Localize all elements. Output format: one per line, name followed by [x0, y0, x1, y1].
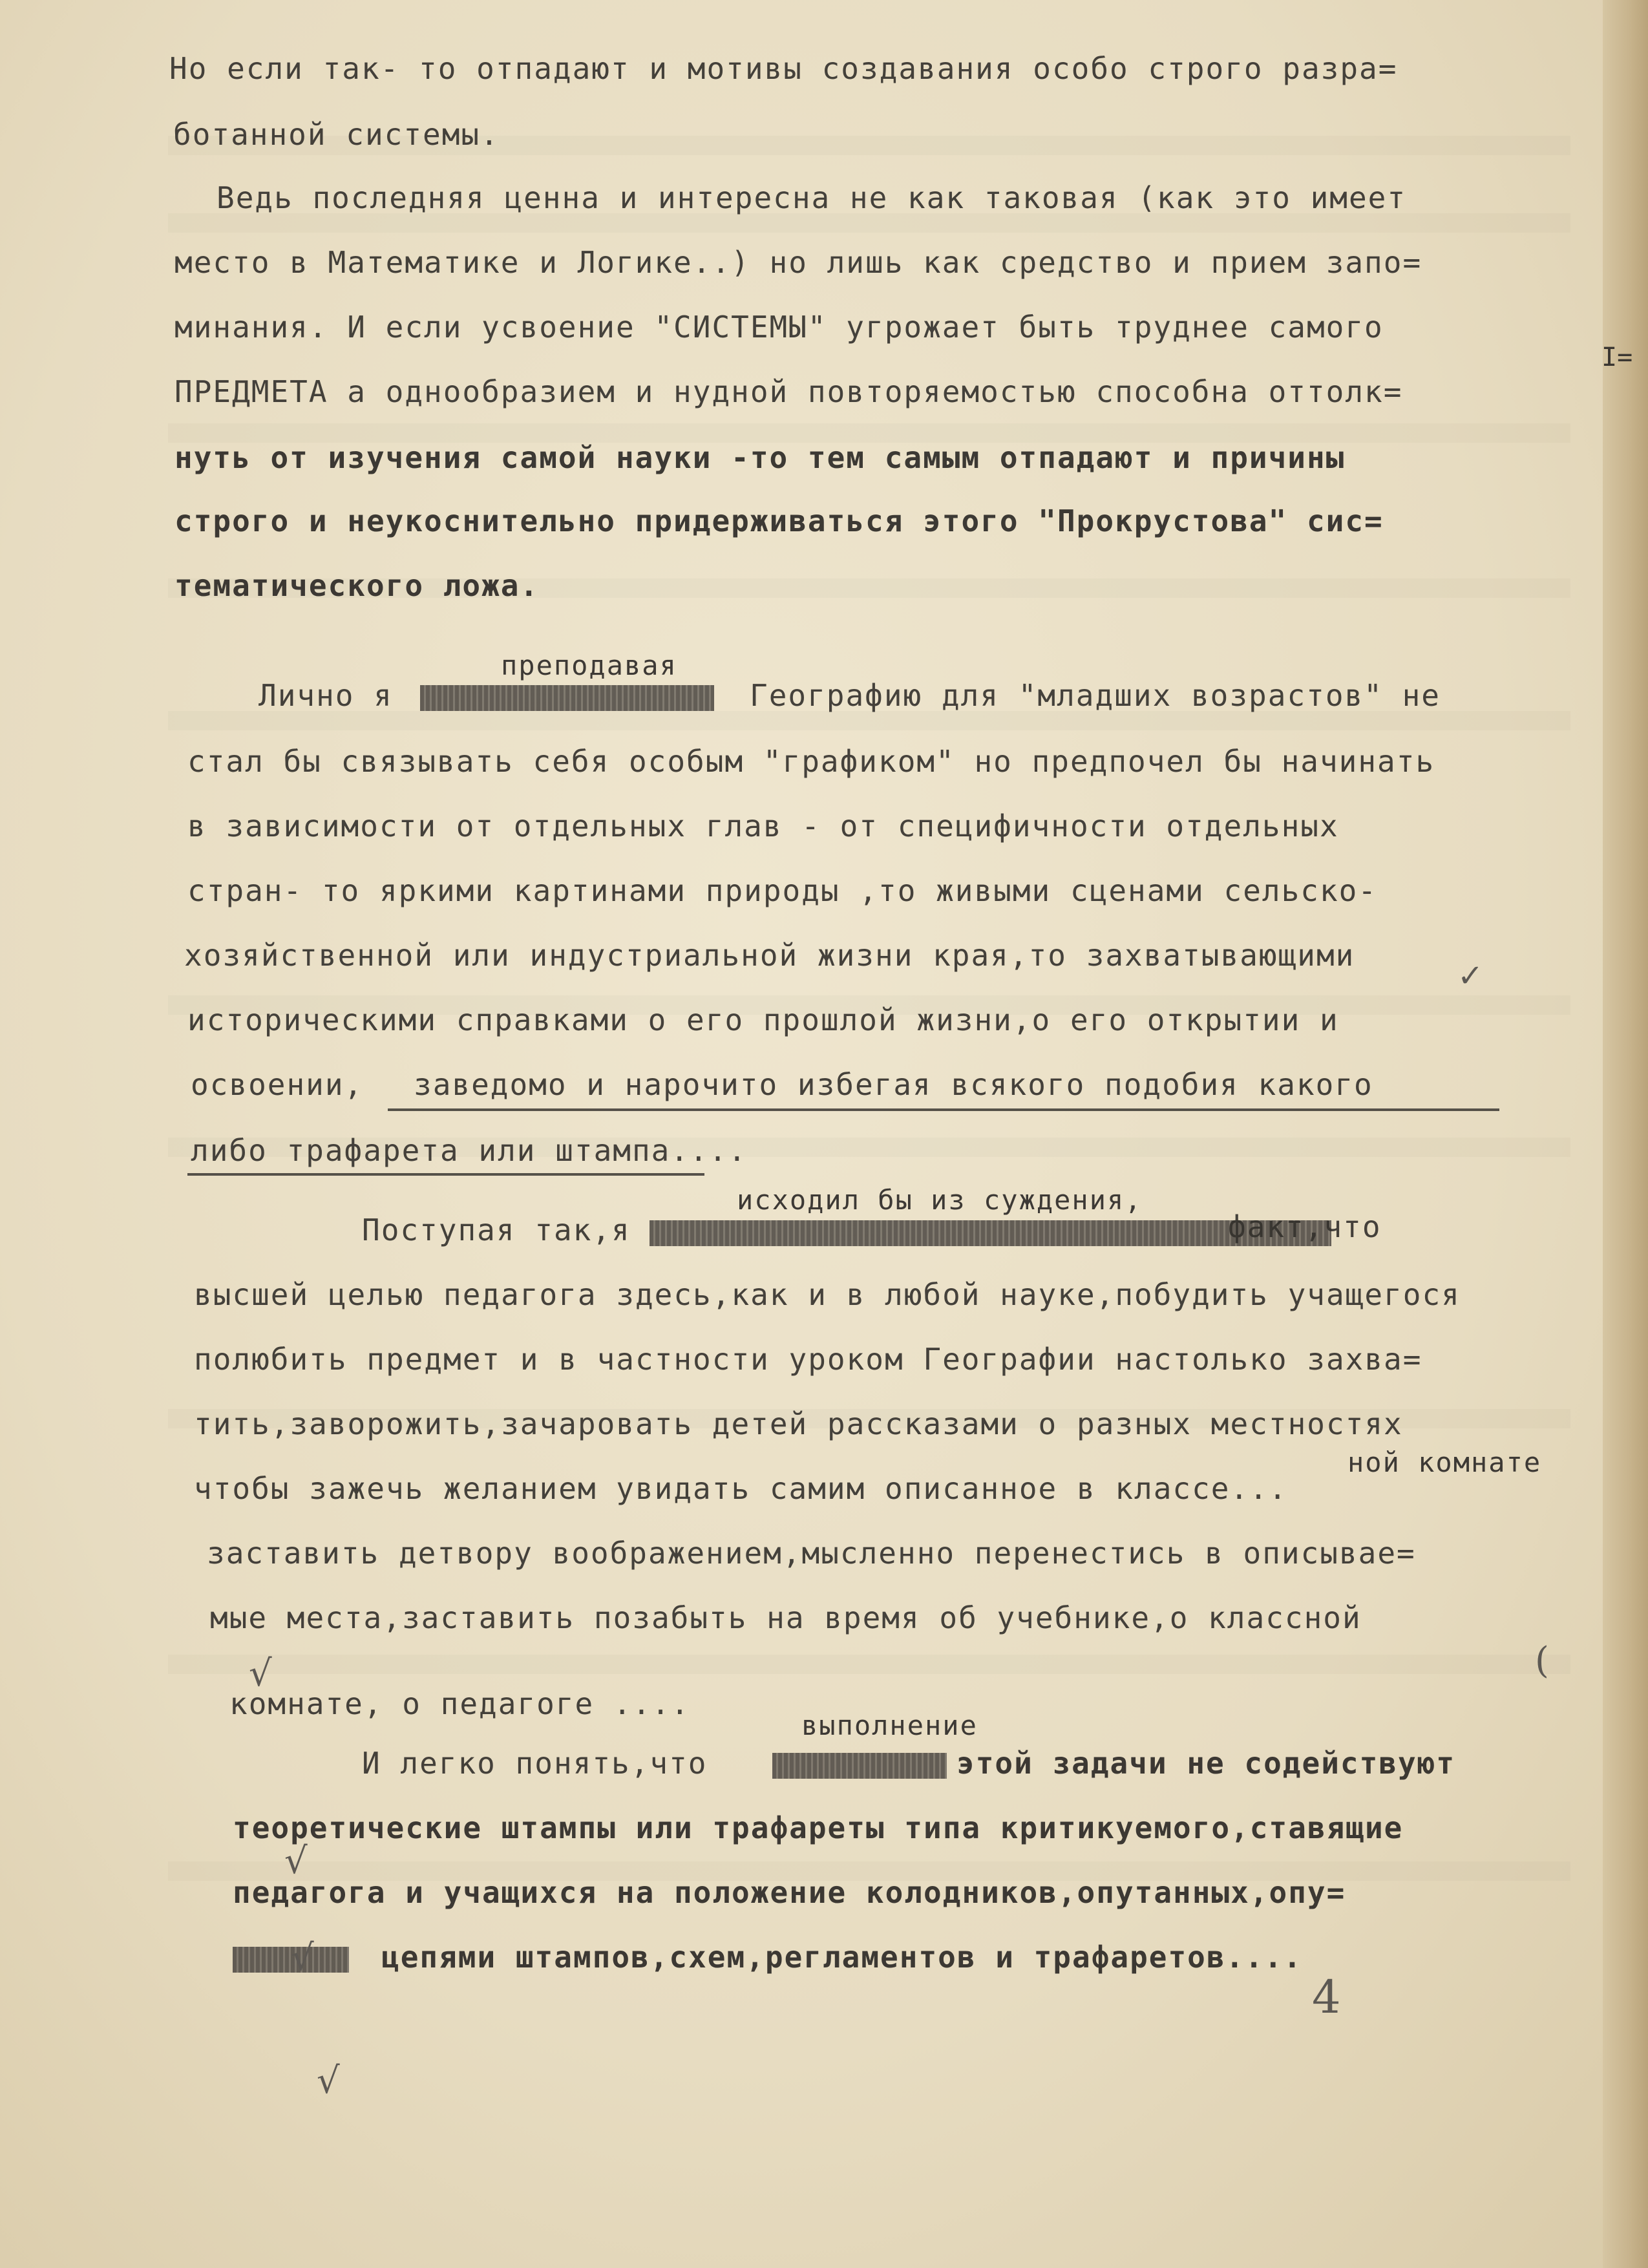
text-line: Лично я [259, 678, 393, 713]
text-line: И легко понять,что [362, 1746, 708, 1781]
text-line: ботанной системы. [173, 117, 500, 152]
text-line: историческими справками о его прошлой жизни,о его открытии и [187, 1002, 1339, 1037]
text-line: заставить детвору воображением,мысленно перенестись в описывае= [207, 1536, 1416, 1571]
struck-out-word [772, 1753, 947, 1779]
text-line: мые места,заставить позабыть на время об учебнике,о классной [210, 1600, 1362, 1635]
check-mark-icon: √ [284, 1840, 308, 1882]
bleed-through-line [168, 1655, 1570, 1674]
text-line: нуть от изучения самой науки -то тем самым отпадают и причины [174, 440, 1346, 475]
tick-mark-icon: ✓ [1457, 958, 1484, 994]
text-line: минания. И если усвоение "СИСТЕМЫ" угрожает быть труднее самого [174, 310, 1384, 344]
text-line: Поступая так,я [362, 1213, 631, 1247]
page-binding-edge [1603, 0, 1648, 2268]
text-line: строго и неукоснительно придерживаться этого "Прокрустова" сис= [174, 503, 1384, 538]
underlined-text: либо трафарета или штампа.... [191, 1133, 748, 1168]
text-line: полюбить предмет и в частности уроком Географии настолько захва= [194, 1342, 1422, 1377]
text-line: педагога и учащихся на положение колодников,опутанных,опу= [233, 1875, 1346, 1910]
handwritten-insert: исходил бы из суждения, [737, 1184, 1143, 1216]
text-line: тить,заворожить,зачаровать детей рассказами о разных местностях [194, 1406, 1403, 1441]
page-number: 4 [1312, 1971, 1341, 2024]
text-line: стал бы связывать себя особым "графиком" но предпочел бы начинать [187, 744, 1435, 779]
text-line: ПРЕДМЕТА а однообразием и нудной повторяемостью способна оттолк= [174, 374, 1403, 409]
text-line: теоретические штампы или трафареты типа критикуемого,ставящие [233, 1810, 1404, 1845]
text-line: чтобы зажечь желанием увидать самим описанное в классе... [194, 1471, 1288, 1506]
text-line: тематического ложа. [174, 568, 540, 603]
handwritten-insert: преподавая [501, 650, 677, 681]
bracket-mark-icon: ( [1535, 1640, 1549, 1682]
underline [187, 1173, 704, 1176]
text-line: стран- то яркими картинами природы ,то живыми сценами сельско- [187, 873, 1378, 908]
text-line: факт,что [1228, 1209, 1382, 1244]
text-line: высшей целью педагога здесь,как и в любой науке,побудить учащегося [194, 1277, 1461, 1312]
handwritten-insert: выполнение [801, 1710, 978, 1741]
text-line: освоении, [191, 1067, 364, 1102]
text-line: место в Математике и Логике..) но лишь как средство и прием запо= [174, 245, 1422, 280]
handwritten-insert: ной комнате [1347, 1447, 1542, 1478]
text-line: хозяйственной или индустриальной жизни края,то захватывающими [184, 938, 1355, 973]
margin-equals-mark: I= [1601, 343, 1633, 372]
text-line: Географию для "младших возрастов" не [750, 678, 1441, 713]
text-line: комнате, о педагоге .... [229, 1686, 690, 1721]
check-mark-icon: √ [291, 1937, 314, 1979]
bleed-through-line [168, 213, 1570, 233]
struck-out-word [420, 685, 714, 711]
text-line: этой задачи не содействуют [956, 1746, 1456, 1781]
text-line: Но если так- то отпадают и мотивы создавания особо строго разра= [169, 51, 1398, 86]
text-line: в зависимости от отдельных глав - от специфичности отдельных [187, 809, 1339, 843]
underlined-text: заведомо и нарочито избегая всякого подобия какого [414, 1067, 1373, 1102]
check-mark-icon: √ [317, 2060, 340, 2102]
text-line: цепями штампов,схем,регламентов и трафаретов.... [381, 1940, 1303, 1975]
check-mark-icon: √ [249, 1653, 272, 1695]
text-line: Ведь последняя ценна и интересна не как таковая (как это имеет [217, 180, 1407, 215]
underline [388, 1108, 1499, 1111]
bleed-through-line [168, 711, 1570, 730]
